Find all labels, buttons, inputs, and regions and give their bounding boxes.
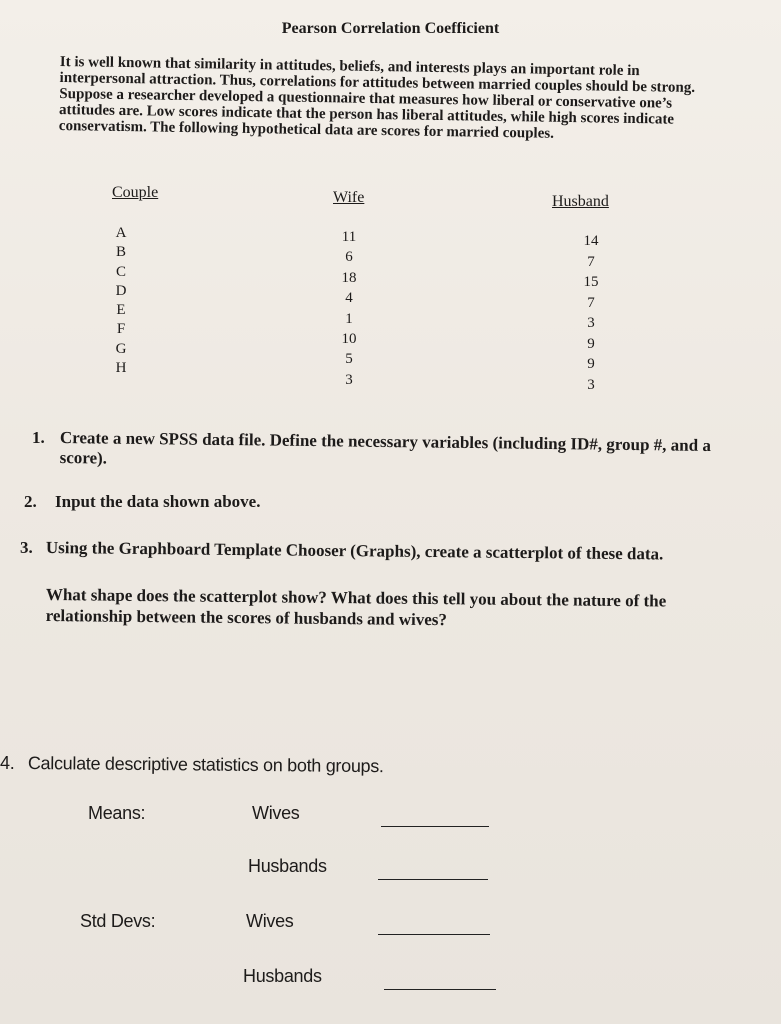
question-3-follow-up: What shape does the scatterplot show? What does this tell you about the nature of the relationship between the scores of husbands and wives? xyxy=(45,584,667,630)
std-devs-label: Std Devs: xyxy=(80,911,156,931)
std-husbands-answer-blank[interactable] xyxy=(384,989,496,990)
mean-husbands-label: Husbands xyxy=(248,856,327,876)
wife-score-cell: 6 xyxy=(345,249,353,266)
wife-score-cell: 4 xyxy=(345,290,353,307)
wife-column xyxy=(334,227,364,390)
couple-cell: E xyxy=(116,302,126,319)
couple-cell: F xyxy=(116,321,126,338)
couple-column-header: Couple xyxy=(112,184,159,201)
husband-score-cell: 3 xyxy=(587,315,595,331)
husband-score-cell: 3 xyxy=(587,376,595,393)
husband-score-cell: 14 xyxy=(583,233,599,249)
wife-column-header: Wife xyxy=(333,189,365,206)
means-label: Means: xyxy=(88,803,146,823)
wife-score-cell: 1 xyxy=(345,310,353,327)
husband-score-cell: 9 xyxy=(587,356,595,372)
question-2-text: Input the data shown above. xyxy=(55,492,261,511)
husband-score-cell: 7 xyxy=(587,294,595,311)
std-husbands-label: Husbands xyxy=(243,966,322,986)
std-wives-label: Wives xyxy=(246,911,294,931)
question-3-text: Using the Graphboard Template Chooser (Graphs), create a scatterplot of these data. xyxy=(45,538,664,564)
question-4-number: 4. xyxy=(0,753,15,773)
wife-score-cell: 18 xyxy=(341,269,357,286)
mean-wives-answer-blank[interactable] xyxy=(381,826,489,827)
couple-cell: G xyxy=(115,340,127,357)
page-title: Pearson Correlation Coefficient xyxy=(281,20,500,37)
question-4-text: Calculate descriptive statistics on both groups. xyxy=(27,753,384,777)
couple-cell: B xyxy=(115,244,126,261)
wife-score-cell: 10 xyxy=(341,331,357,348)
mean-husbands-answer-blank[interactable] xyxy=(378,879,488,880)
couple-cell: H xyxy=(115,360,127,377)
couple-cell: D xyxy=(115,282,127,299)
question-2-number: 2. xyxy=(24,492,37,511)
husband-score-cell: 15 xyxy=(583,274,599,290)
couple-cell: C xyxy=(115,263,126,280)
husband-score-cell: 9 xyxy=(587,335,595,352)
mean-wives-label: Wives xyxy=(252,803,300,823)
wife-score-cell: 3 xyxy=(345,371,353,388)
couple-cell: A xyxy=(115,225,127,241)
question-3-number: 3. xyxy=(20,538,33,557)
question-1-text: Create a new SPSS data file. Define the necessary variables (including ID#, group #, and a score). xyxy=(59,428,711,468)
husband-score-cell: 7 xyxy=(587,253,595,270)
intro-paragraph: It is well known that similarity in attitudes, beliefs, and interests plays an important role in interpersonal attraction. Thus, correlations for attitudes between married couples should be strong. Suppose a researcher developed a questionnaire that measures how liberal or conservative one’s attitudes are. Low scores indicate that the person has liberal attitudes, while high scores indicate conservatism. The following hypothetical data are scores for married couples. xyxy=(58,54,696,142)
husband-column xyxy=(576,231,606,395)
std-wives-answer-blank[interactable] xyxy=(378,934,490,935)
couple-column xyxy=(108,224,134,378)
wife-score-cell: 5 xyxy=(345,351,353,368)
husband-column-header: Husband xyxy=(552,193,609,210)
question-1-number: 1. xyxy=(32,428,45,447)
wife-score-cell: 11 xyxy=(341,229,357,245)
